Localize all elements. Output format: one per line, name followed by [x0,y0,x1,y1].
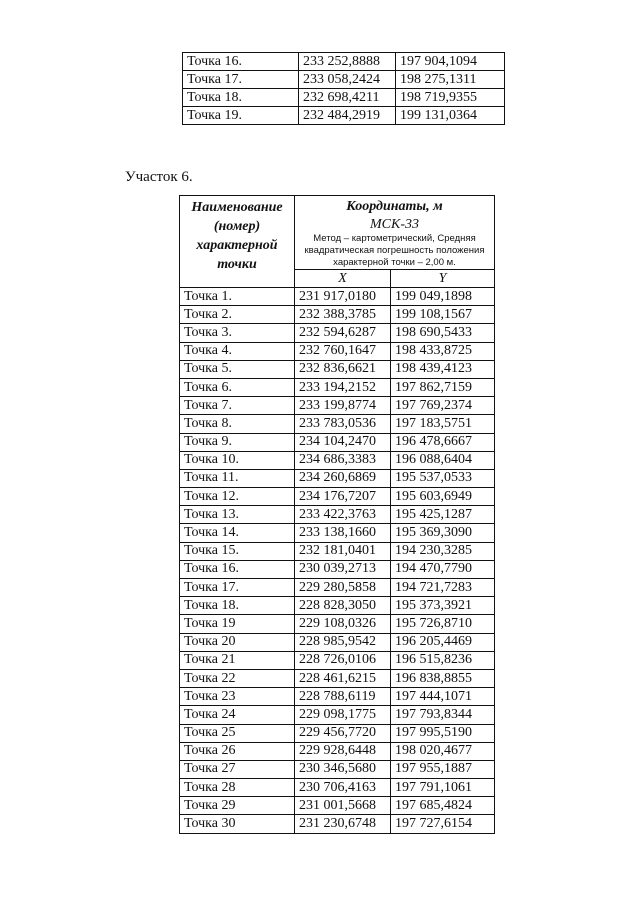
y-coordinate-cell: 199 108,1567 [391,306,495,324]
y-coordinate-cell: 197 791,1061 [391,779,495,797]
point-name-cell: Точка 29 [180,797,295,815]
point-name-cell: Точка 1. [180,288,295,306]
y-coordinate-cell: 195 726,8710 [391,615,495,633]
y-coordinate-cell: 195 537,0533 [391,469,495,487]
table-row [180,797,495,815]
table-row [183,53,505,71]
x-coordinate-cell: 231 230,6748 [295,815,391,833]
continuation-table [182,52,505,125]
x-coordinate-cell: 228 828,3050 [295,597,391,615]
x-coordinate-cell: 229 280,5858 [295,579,391,597]
y-coordinate-cell: 197 904,1094 [396,53,505,71]
y-coordinate-cell: 195 373,3921 [391,597,495,615]
point-name-cell: Точка 16. [180,560,295,578]
point-name-cell: Точка 27 [180,760,295,778]
point-name-cell: Точка 17. [183,71,299,89]
table-row [180,524,495,542]
y-coordinate-cell: 199 049,1898 [391,288,495,306]
table-row [180,488,495,506]
y-coordinate-cell: 196 838,8855 [391,669,495,687]
y-coordinate-cell: 198 690,5433 [391,324,495,342]
point-name-cell: Точка 18. [180,597,295,615]
table-row [180,451,495,469]
table-row [180,288,495,306]
y-coordinate-cell: 197 183,5751 [391,415,495,433]
point-name-cell: Точка 23 [180,688,295,706]
table-row [180,342,495,360]
table-row [180,415,495,433]
x-coordinate-cell: 233 422,3763 [295,506,391,524]
x-coordinate-cell: 234 260,6869 [295,469,391,487]
x-coordinate-cell: 232 760,1647 [295,342,391,360]
table-row [180,706,495,724]
x-coordinate-cell: 234 104,2470 [295,433,391,451]
header-row [180,196,495,270]
table-row [180,542,495,560]
x-coordinate-cell: 233 138,1660 [295,524,391,542]
y-column-header: Y [391,270,495,288]
point-name-cell: Точка 18. [183,89,299,107]
point-name-cell: Точка 11. [180,469,295,487]
x-coordinate-cell: 228 726,0106 [295,651,391,669]
x-coordinate-cell: 229 108,0326 [295,615,391,633]
point-name-cell: Точка 2. [180,306,295,324]
table-row [180,779,495,797]
y-coordinate-cell: 197 769,2374 [391,397,495,415]
point-name-cell: Точка 9. [180,433,295,451]
y-coordinate-cell: 194 470,7790 [391,560,495,578]
x-coordinate-cell: 232 484,2919 [299,107,396,125]
coordinates-table-body [180,288,495,834]
table-row [180,469,495,487]
y-coordinate-cell: 196 088,6404 [391,451,495,469]
y-coordinate-cell: 195 425,1287 [391,506,495,524]
x-coordinate-cell: 230 706,4163 [295,779,391,797]
point-name-cell: Точка 24 [180,706,295,724]
y-coordinate-cell: 194 721,7283 [391,579,495,597]
table-row [180,615,495,633]
x-coordinate-cell: 233 194,2152 [295,378,391,396]
x-coordinate-cell: 230 346,5680 [295,760,391,778]
table-row [180,378,495,396]
x-coordinate-cell: 230 039,2713 [295,560,391,578]
table-row [180,306,495,324]
x-coordinate-cell: 228 985,9542 [295,633,391,651]
continuation-table-body [183,53,505,125]
y-coordinate-cell: 196 515,8236 [391,651,495,669]
y-coordinate-cell: 198 020,4677 [391,742,495,760]
table-row [180,633,495,651]
name-column-header: Наименование (номер) характерной точки [180,196,295,288]
y-coordinate-cell: 199 131,0364 [396,107,505,125]
point-name-cell: Точка 19 [180,615,295,633]
y-coordinate-cell: 195 369,3090 [391,524,495,542]
y-coordinate-cell: 198 433,8725 [391,342,495,360]
y-coordinate-cell: 198 439,4123 [391,360,495,378]
point-name-cell: Точка 3. [180,324,295,342]
table-row [183,107,505,125]
x-coordinate-cell: 234 686,3383 [295,451,391,469]
point-name-cell: Точка 10. [180,451,295,469]
y-coordinate-cell: 197 995,5190 [391,724,495,742]
point-name-cell: Точка 14. [180,524,295,542]
y-coordinate-cell: 196 478,6667 [391,433,495,451]
y-coordinate-cell: 197 955,1887 [391,760,495,778]
point-name-cell: Точка 25 [180,724,295,742]
table-row [180,597,495,615]
table-row [180,815,495,833]
x-coordinate-cell: 233 199,8774 [295,397,391,415]
point-name-cell: Точка 19. [183,107,299,125]
y-coordinate-cell: 198 275,1311 [396,71,505,89]
x-coordinate-cell: 231 001,5668 [295,797,391,815]
x-coordinate-cell: 234 176,7207 [295,488,391,506]
y-coordinate-cell: 197 444,1071 [391,688,495,706]
point-name-cell: Точка 16. [183,53,299,71]
coordinate-system: МСК-33 [370,217,419,232]
point-name-cell: Точка 13. [180,506,295,524]
point-name-cell: Точка 26 [180,742,295,760]
y-coordinate-cell: 198 719,9355 [396,89,505,107]
x-coordinate-cell: 229 928,6448 [295,742,391,760]
point-name-cell: Точка 20 [180,633,295,651]
point-name-cell: Точка 6. [180,378,295,396]
x-coordinate-cell: 228 461,6215 [295,669,391,687]
y-coordinate-cell: 197 862,7159 [391,378,495,396]
method-note: Метод – картометрический, Средняя квадратическая погрешность положения характерной точки – 2,00 м. [304,233,485,268]
table-row [180,360,495,378]
table-row [180,560,495,578]
point-name-cell: Точка 22 [180,669,295,687]
x-coordinate-cell: 231 917,0180 [295,288,391,306]
section-title: Участок 6. [125,169,193,185]
x-coordinate-cell: 232 698,4211 [299,89,396,107]
x-coordinate-cell: 232 388,3785 [295,306,391,324]
y-coordinate-cell: 197 727,6154 [391,815,495,833]
x-coordinate-cell: 232 836,6621 [295,360,391,378]
point-name-cell: Точка 15. [180,542,295,560]
x-coordinate-cell: 233 058,2424 [299,71,396,89]
point-name-cell: Точка 12. [180,488,295,506]
x-coordinate-cell: 228 788,6119 [295,688,391,706]
table-row [180,506,495,524]
table-row [180,724,495,742]
table-row [180,651,495,669]
x-coordinate-cell: 229 098,1775 [295,706,391,724]
table-row [180,742,495,760]
table-row [180,397,495,415]
coordinates-title: Координаты, м [346,199,443,214]
point-name-cell: Точка 7. [180,397,295,415]
table-row [183,71,505,89]
table-row [180,760,495,778]
table-row [180,324,495,342]
table-row [180,579,495,597]
y-coordinate-cell: 196 205,4469 [391,633,495,651]
x-coordinate-cell: 232 594,6287 [295,324,391,342]
point-name-cell: Точка 17. [180,579,295,597]
table-row [180,669,495,687]
x-column-header: X [295,270,391,288]
point-name-cell: Точка 5. [180,360,295,378]
point-name-cell: Точка 4. [180,342,295,360]
x-coordinate-cell: 233 252,8888 [299,53,396,71]
point-name-cell: Точка 28 [180,779,295,797]
y-coordinate-cell: 197 685,4824 [391,797,495,815]
table-row [180,433,495,451]
y-coordinate-cell: 194 230,3285 [391,542,495,560]
table-row [180,688,495,706]
point-name-cell: Точка 8. [180,415,295,433]
x-coordinate-cell: 229 456,7720 [295,724,391,742]
x-coordinate-cell: 232 181,0401 [295,542,391,560]
coordinates-header [295,196,495,270]
table-row [183,89,505,107]
y-coordinate-cell: 195 603,6949 [391,488,495,506]
coordinates-table [179,195,495,834]
point-name-cell: Точка 30 [180,815,295,833]
x-coordinate-cell: 233 783,0536 [295,415,391,433]
point-name-cell: Точка 21 [180,651,295,669]
y-coordinate-cell: 197 793,8344 [391,706,495,724]
